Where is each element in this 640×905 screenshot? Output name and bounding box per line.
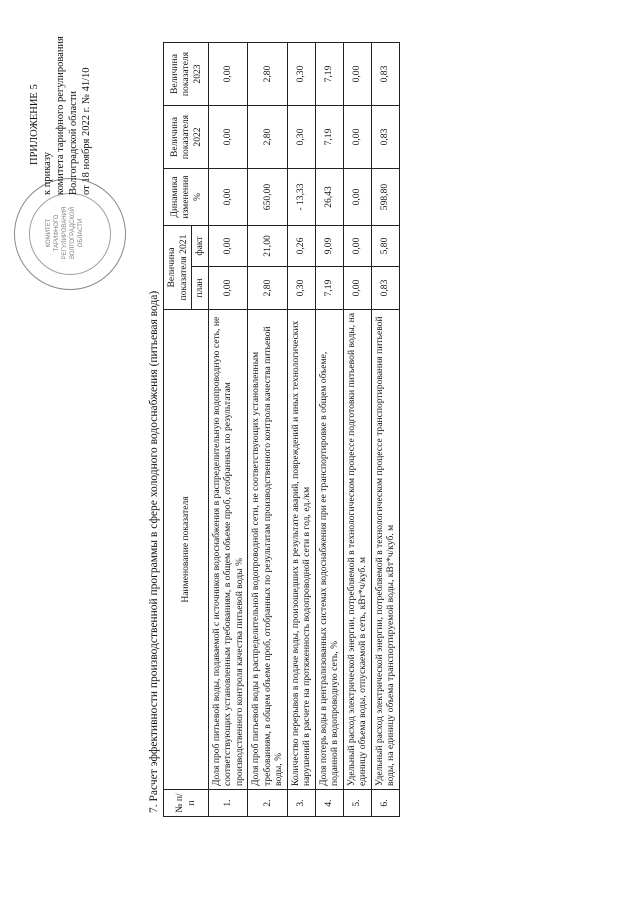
row-number: 6. — [371, 790, 399, 817]
row-indicator-name: Количество перерывов в подаче воды, произошедших в результате аварий, повреждений и иных технологических нарушений в расчете на протяженность водопроводной сети в год, ед./км — [287, 310, 315, 790]
row-number: 3. — [287, 790, 315, 817]
row-number: 4. — [315, 790, 343, 817]
row-dynamics: 0,00 — [208, 169, 248, 226]
header-2021: Величина показателя 2021 — [164, 226, 192, 310]
seal-text: КОМИТЕТ ТАРИФНОГО РЕГУЛИРОВАНИЯ ВОЛГОГРАДСКОЙ ОБЛАСТИ — [46, 206, 84, 260]
row-number: 2. — [248, 790, 288, 817]
appendix-header — [28, 5, 93, 195]
row-dynamics: 598,80 — [371, 169, 399, 226]
section-title: 7. Расчет эффективности производственной программы в сфере холодного водоснабжения (питьевая вода) — [148, 290, 160, 813]
header-no: № п/п — [164, 790, 209, 817]
appendix-number: ПРИЛОЖЕНИЕ 5 — [29, 84, 40, 165]
table-header-row — [164, 43, 192, 817]
row-fact: 5,80 — [371, 226, 399, 267]
row-dynamics: - 13,33 — [287, 169, 315, 226]
row-fact: 9,09 — [315, 226, 343, 267]
row-plan: 2,80 — [248, 267, 288, 310]
table-row — [371, 43, 399, 817]
row-fact: 21,00 — [248, 226, 288, 267]
row-plan: 7,19 — [315, 267, 343, 310]
row-2023: 7,19 — [315, 43, 343, 106]
row-indicator-name: Доля проб питьевой воды, подаваемой с источников водоснабжения в распределительную водопроводную сеть, не соответствующих установленным требованиям, в общем объеме проб, отобранных по результатам производственного контроля качества питьевой воды % — [208, 310, 248, 790]
row-number: 5. — [343, 790, 371, 817]
row-plan: 0,30 — [287, 267, 315, 310]
appendix-date: от 18 ноября 2022 г. № 41/10 — [81, 67, 92, 195]
header-2022: Величина показателя 2022 — [164, 106, 209, 169]
row-2022: 2,80 — [248, 106, 288, 169]
header-fact: факт — [192, 226, 209, 267]
header-name: Наименование показателя — [164, 310, 209, 790]
row-2023: 2,80 — [248, 43, 288, 106]
row-fact: 0,26 — [287, 226, 315, 267]
table-row — [208, 43, 248, 817]
appendix-order-ref: к приказу — [42, 152, 53, 195]
row-indicator-name: Удельный расход электрической энергии, потребляемой в технологическом процессе подготовки питьевой воды, на единицу объема воды, отпускаемой в сеть, кВт*ч/куб. м — [343, 310, 371, 790]
header-plan: план — [192, 267, 209, 310]
header-dynamics: Динамика изменения % — [164, 169, 209, 226]
row-2022: 0,83 — [371, 106, 399, 169]
row-2023: 0,00 — [343, 43, 371, 106]
row-plan: 0,00 — [208, 267, 248, 310]
row-dynamics: 26,43 — [315, 169, 343, 226]
appendix-region: Волгоградской области — [68, 90, 79, 195]
row-2022: 0,00 — [208, 106, 248, 169]
row-2023: 0,30 — [287, 43, 315, 106]
table-row — [248, 43, 288, 817]
row-2022: 7,19 — [315, 106, 343, 169]
appendix-authority: комитета тарифного регулирования — [55, 36, 66, 195]
row-indicator-name: Доля проб питьевой воды в распределительной водопроводной сети, не соответствующих установленным требованиям, в общем объеме проб, отобранных по результатам производственного контроля качества питьевой воды, % — [248, 310, 288, 790]
row-indicator-name: Доля потерь воды в централизованных системах водоснабжения при ее транспортировке в общем объеме, поданной в водопроводную сеть, % — [315, 310, 343, 790]
row-plan: 0,00 — [343, 267, 371, 310]
row-2022: 0,30 — [287, 106, 315, 169]
row-fact: 0,00 — [208, 226, 248, 267]
header-2023: Величина показателя 2023 — [164, 43, 209, 106]
table-row — [343, 43, 371, 817]
efficiency-table — [163, 42, 400, 817]
row-dynamics: 650,00 — [248, 169, 288, 226]
row-number: 1. — [208, 790, 248, 817]
row-plan: 0,83 — [371, 267, 399, 310]
table-row — [287, 43, 315, 817]
row-2022: 0,00 — [343, 106, 371, 169]
row-indicator-name: Удельный расход электрической энергии, потребляемой в технологическом процессе транспортирования питьевой воды, на единицу объема транспортируемой воды, кВт*ч/куб. м — [371, 310, 399, 790]
table-row — [315, 43, 343, 817]
row-fact: 0,00 — [343, 226, 371, 267]
row-2023: 0,83 — [371, 43, 399, 106]
row-dynamics: 0,00 — [343, 169, 371, 226]
row-2023: 0,00 — [208, 43, 248, 106]
